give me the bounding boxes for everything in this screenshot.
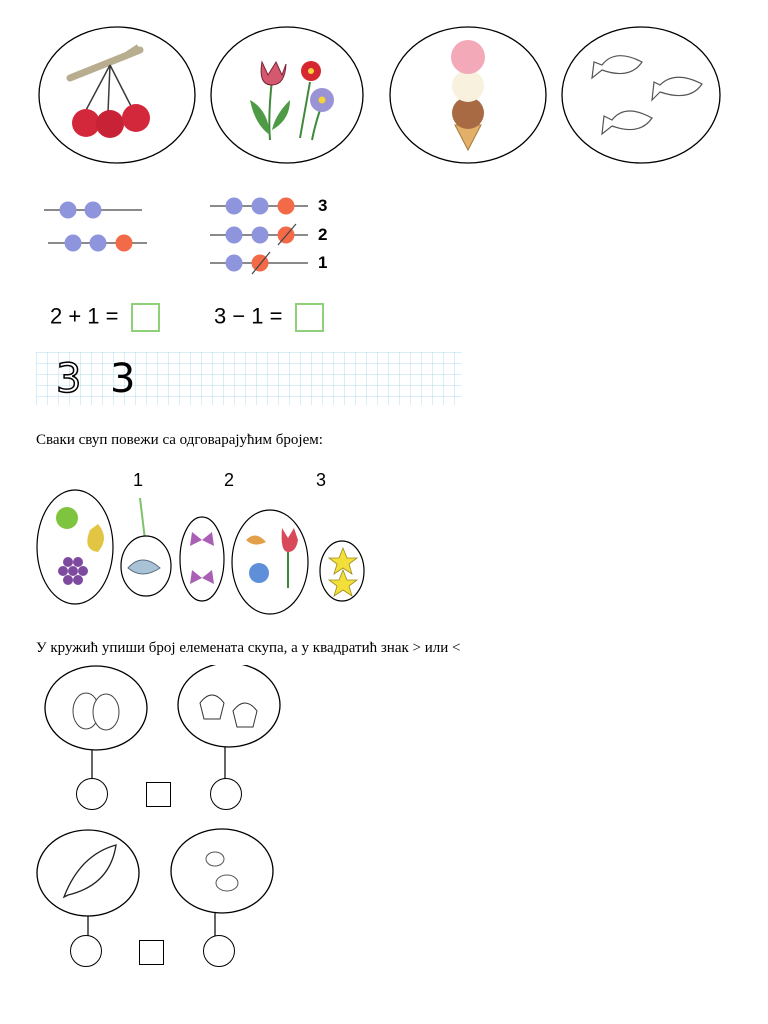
task1-number-3: 3 [316, 470, 327, 490]
count-circle-muffins[interactable] [210, 778, 242, 810]
task1-number-2: 2 [224, 470, 235, 490]
abacus-label-2: 2 [318, 225, 328, 244]
compare-square-1[interactable] [146, 782, 171, 807]
bead-row-three [48, 235, 147, 252]
set-rabbits [171, 829, 273, 937]
abacus-label-3: 3 [318, 196, 328, 215]
bead-row-two [44, 202, 142, 219]
task1-number-1: 1 [133, 470, 144, 490]
top-sets [0, 0, 768, 175]
task1-instruction: Сваки свуп повежи са одговарајућим бројем: [36, 432, 323, 448]
count-circle-rabbits[interactable] [203, 935, 235, 967]
task1-sets [30, 480, 380, 620]
digit-solid: 3 [110, 356, 136, 402]
answer-box-2[interactable] [295, 303, 324, 332]
compare-square-2[interactable] [139, 940, 164, 965]
set-fruits [37, 490, 113, 604]
set-stars [320, 541, 364, 601]
task2-instruction: У кружић упиши број елемената скупа, а у квадратић знак > или < [36, 640, 461, 656]
bead-row-b [210, 224, 308, 245]
set-three-items [232, 510, 308, 614]
set-cherries [39, 27, 195, 163]
equation-1-text: 2 + 1 = [50, 303, 119, 329]
set-ice-cream [390, 27, 546, 163]
bead-row-c [210, 252, 308, 274]
set-muffins [178, 665, 280, 779]
writing-grid [36, 352, 466, 407]
answer-box-1[interactable] [131, 303, 160, 332]
bead-row-a [210, 198, 308, 215]
set-butterflies [180, 517, 224, 601]
digit-outline: 3 [56, 356, 82, 402]
equation-2 [214, 303, 324, 332]
set-one-fish [121, 536, 171, 596]
task2-sets [30, 665, 310, 985]
equation-2-text: 3 − 1 = [214, 303, 283, 329]
count-circle-eggs[interactable] [76, 778, 108, 810]
set-flowers [211, 27, 363, 163]
equation-1 [50, 303, 160, 332]
abacus-label-1: 1 [318, 253, 328, 272]
abacus-area [0, 190, 400, 280]
set-eggs [45, 666, 147, 779]
set-leaf [37, 830, 139, 937]
set-fish [562, 27, 720, 163]
count-circle-leaf[interactable] [70, 935, 102, 967]
